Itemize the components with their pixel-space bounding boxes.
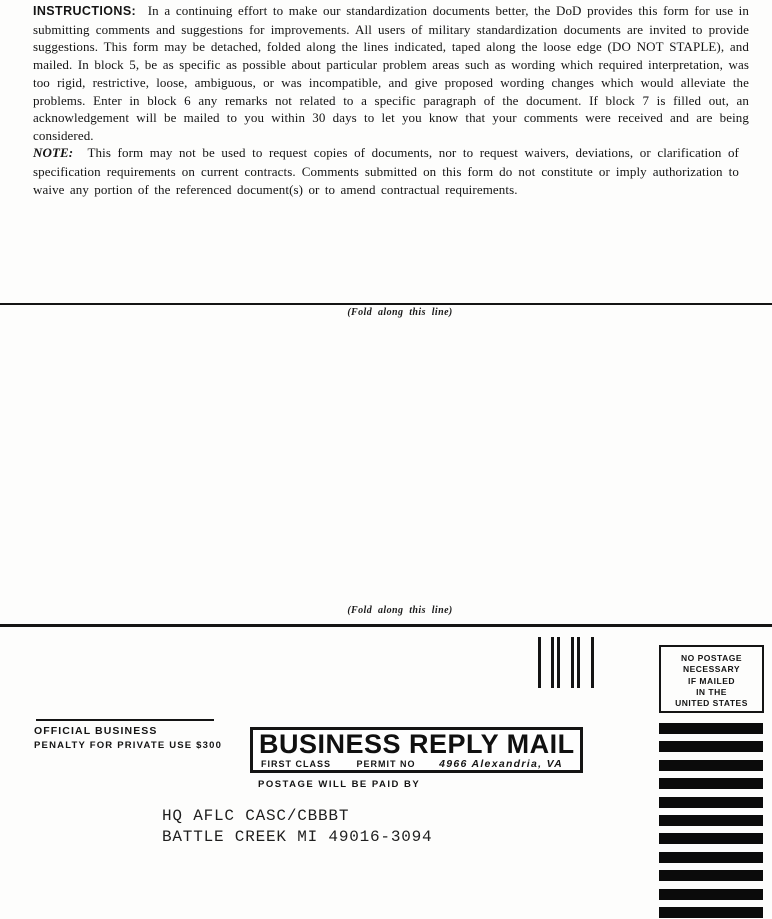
- instructions-heading: INSTRUCTIONS:: [33, 4, 137, 18]
- no-postage-line: IN THE: [696, 686, 727, 697]
- fold-line-label-2: (Fold along this line): [347, 605, 453, 616]
- address-line-1: HQ AFLC CASC/CBBBT: [162, 807, 350, 825]
- postage-paid-label: POSTAGE WILL BE PAID BY: [258, 779, 421, 790]
- fold-line-label-1: (Fold along this line): [347, 307, 453, 318]
- fold-line-rule-1: [0, 303, 772, 305]
- instructions-body: In a continuing effort to make our standardization documents better, the DoD provides this form for use in submitting comments and suggestions for improvements. All users of military standardization documents are invited to provide suggestions. This form may be detached, folded along the lines indicated, taped along the loose edge (DO NOT STAPLE), and mailed. In block 5, be as specific as possible about particular problem areas such as wording which required interpretation, was too rigid, restrictive, loose, ambiguous, or was incompatible, and give proposed wording changes which would alleviate the problems. Enter in block 6 any remarks not related to a specific paragraph of the document. If block 7 is filled out, an acknowledgement will be mailed to you within 30 days to let you know that your comments were received and are being considered.: [33, 3, 749, 143]
- note-heading: NOTE:: [33, 145, 74, 160]
- no-postage-line: NO POSTAGE: [680, 653, 743, 663]
- first-class-label: FIRST CLASS: [261, 759, 332, 769]
- no-postage-line: NECESSARY: [682, 664, 741, 675]
- postal-rate-bars: [659, 723, 763, 919]
- note-body: This form may not be used to request copies of documents, nor to request waivers, deviations, or clarification of specification requirements on current contracts. Comments submitted on this form do not constitute or imply authorization to waive any portion of the referenced document(s) or to amend contractual requirements.: [33, 145, 739, 198]
- permit-number-value: 4966 Alexandria, VA: [439, 758, 563, 770]
- business-reply-mail-title: BUSINESS REPLY MAIL: [259, 729, 575, 759]
- penalty-label: PENALTY FOR PRIVATE USE $300: [34, 740, 223, 751]
- instructions-paragraph: [33, 2, 749, 145]
- official-business-rule: [36, 719, 214, 721]
- business-reply-mail-box: [250, 727, 583, 773]
- no-postage-line: IF MAILED: [688, 675, 735, 686]
- business-reply-mail-subline: [261, 758, 563, 770]
- destination-address: [162, 806, 432, 847]
- address-line-2: BATTLE CREEK MI 49016-3094: [162, 827, 433, 846]
- fold-line-rule-2: [0, 624, 772, 627]
- fim-bars-icon: [538, 637, 596, 688]
- permit-no-label: PERMIT NO: [356, 759, 416, 769]
- no-postage-line: UNITED STATES: [675, 698, 748, 709]
- official-business-label: OFFICIAL BUSINESS: [34, 725, 158, 737]
- no-postage-box: [659, 645, 764, 713]
- note-paragraph: [33, 144, 739, 200]
